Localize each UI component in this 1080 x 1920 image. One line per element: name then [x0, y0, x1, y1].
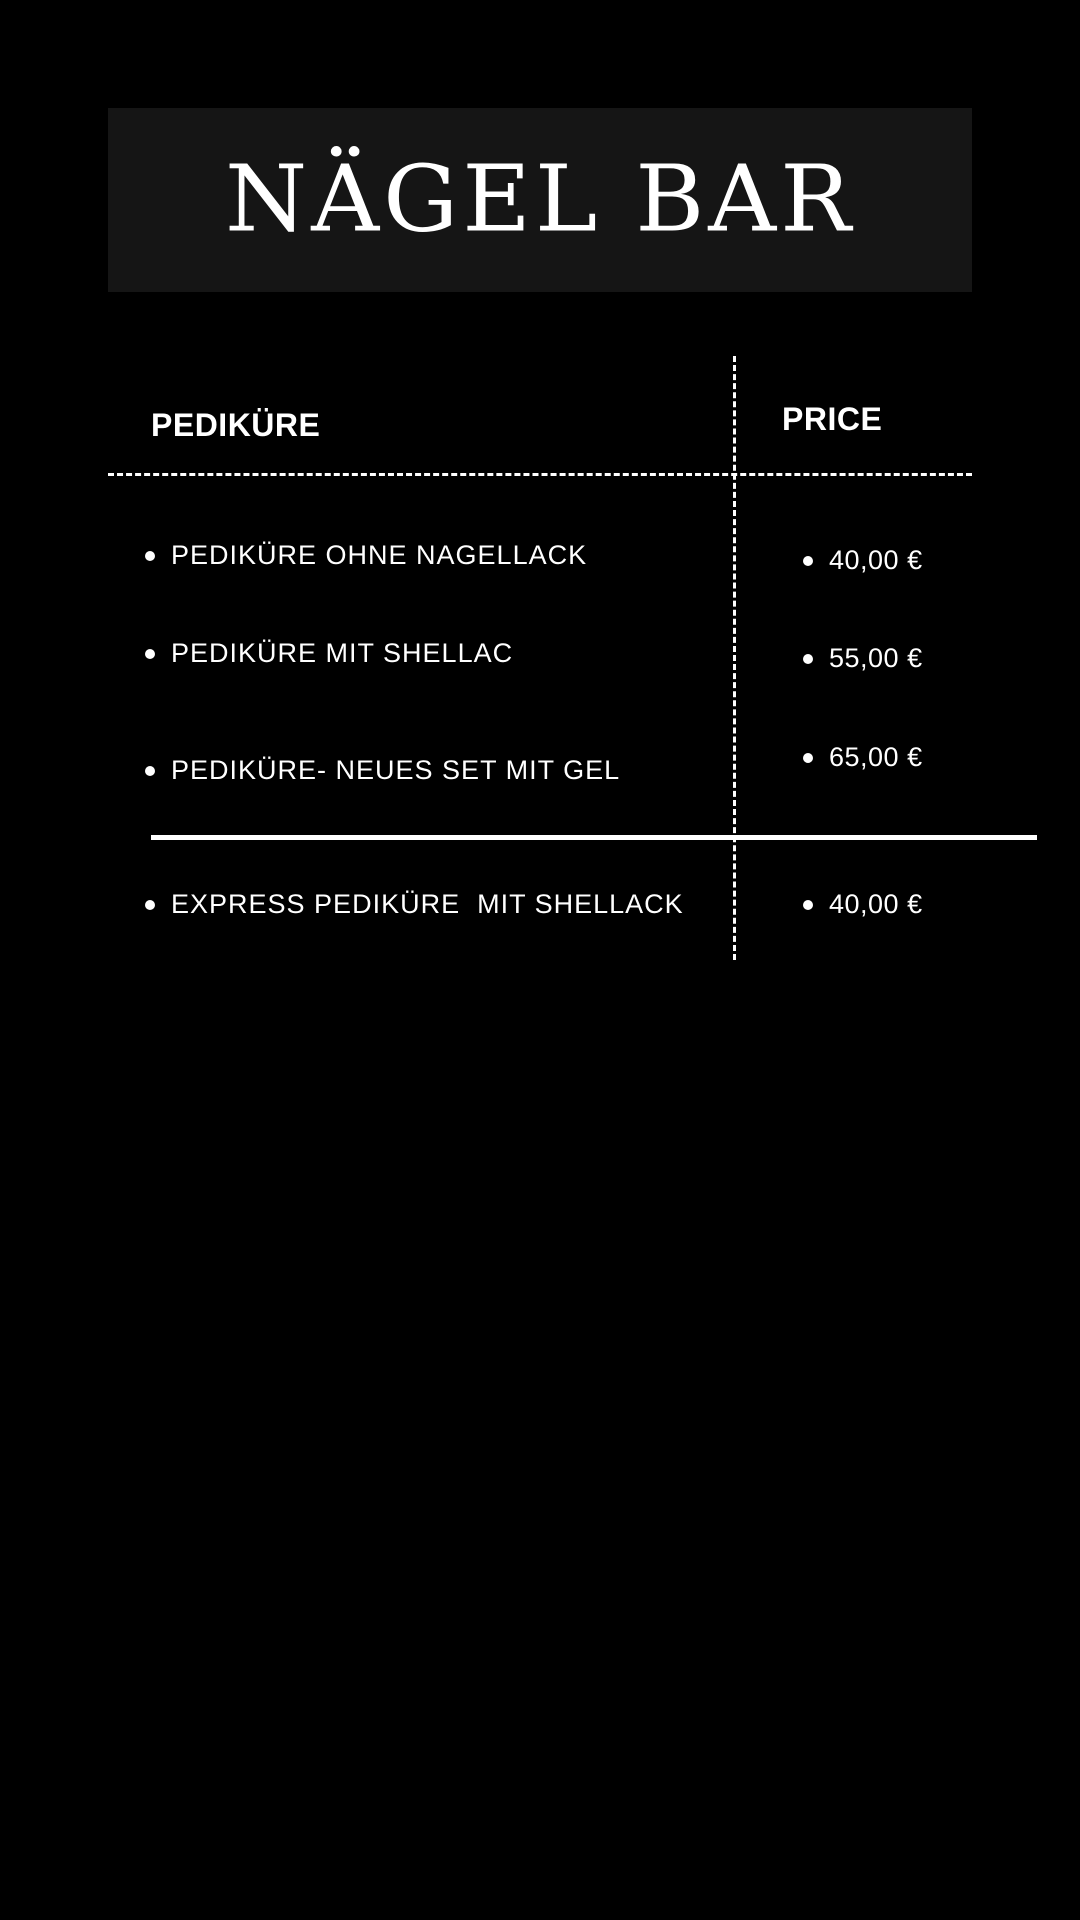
price-value: 65,00 €	[829, 742, 923, 772]
bullet-icon	[145, 551, 155, 561]
list-item	[145, 889, 684, 920]
price-column-header: PRICE	[782, 401, 883, 437]
service-name: EXPRESS PEDIKÜRE MIT SHELLACK	[171, 889, 684, 919]
price-value: 55,00 €	[829, 643, 923, 673]
list-item	[145, 755, 620, 786]
bullet-icon	[803, 556, 813, 566]
service-name: PEDIKÜRE MIT SHELLAC	[171, 638, 514, 668]
price-item	[803, 545, 923, 576]
price-item	[803, 889, 923, 920]
price-value: 40,00 €	[829, 545, 923, 575]
bullet-icon	[145, 900, 155, 910]
service-name: PEDIKÜRE OHNE NAGELLACK	[171, 540, 588, 570]
price-item	[803, 643, 923, 674]
header-divider	[108, 473, 972, 476]
price-item	[803, 742, 923, 773]
vertical-divider	[733, 356, 736, 960]
service-column-header: PEDIKÜRE	[151, 407, 321, 443]
bullet-icon	[803, 753, 813, 763]
list-item	[145, 540, 587, 571]
list-item	[145, 638, 513, 669]
bullet-icon	[145, 649, 155, 659]
bullet-icon	[145, 766, 155, 776]
bullet-icon	[803, 654, 813, 664]
page-title: NÄGEL BAR	[225, 146, 855, 253]
service-name: PEDIKÜRE- NEUES SET MIT GEL	[171, 755, 621, 785]
bullet-icon	[803, 900, 813, 910]
price-value: 40,00 €	[829, 889, 923, 919]
title-banner	[108, 108, 972, 292]
section-divider	[151, 835, 1037, 840]
